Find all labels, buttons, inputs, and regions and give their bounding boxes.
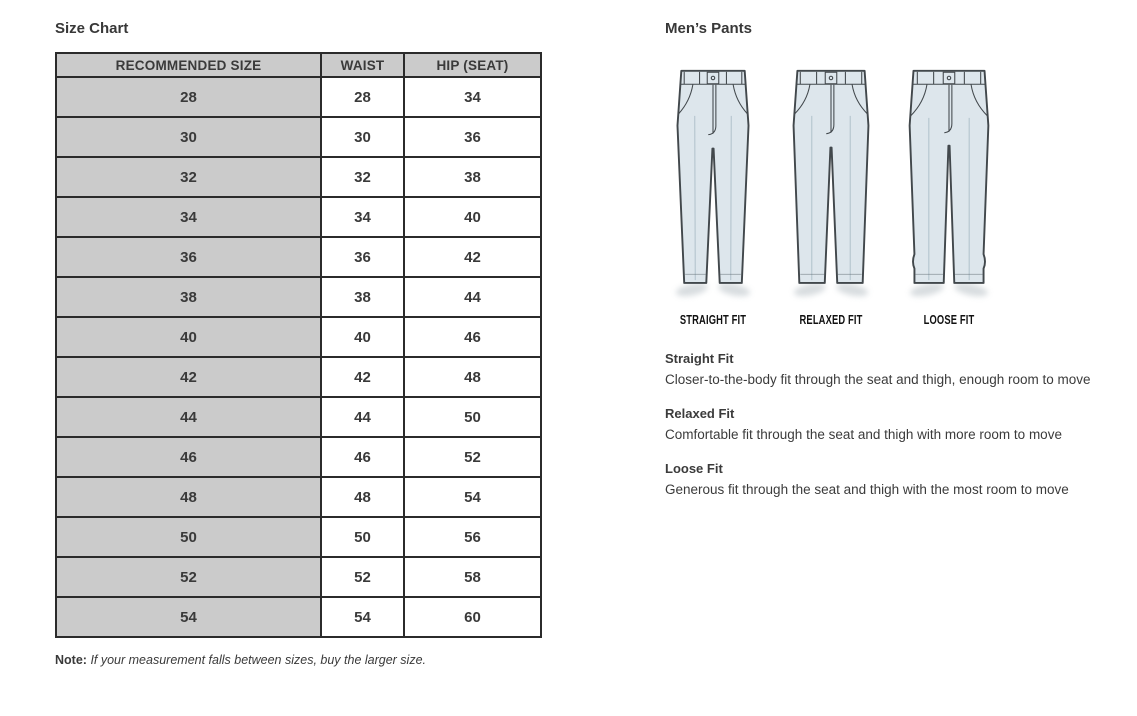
fit-descriptions xyxy=(665,351,1115,498)
waist-cell: 46 xyxy=(321,437,404,477)
loose-fit-description-block xyxy=(665,461,1115,498)
relaxed-fit-description: Comfortable fit through the seat and thigh with more room to move xyxy=(665,427,1062,442)
table-row xyxy=(56,237,541,277)
recommended-size-cell: 44 xyxy=(56,397,321,437)
hip-seat-cell: 38 xyxy=(404,157,541,197)
table-row xyxy=(56,357,541,397)
note-label: Note: xyxy=(55,653,87,667)
waist-cell: 52 xyxy=(321,557,404,597)
straight-fit-description-block xyxy=(665,351,1115,388)
recommended-size-cell: 30 xyxy=(56,117,321,157)
size-chart-section xyxy=(55,18,540,668)
table-row xyxy=(56,557,541,597)
recommended-size-cell: 36 xyxy=(56,237,321,277)
hip-seat-cell: 36 xyxy=(404,117,541,157)
relaxed-fit-figure xyxy=(783,66,879,327)
waist-cell: 42 xyxy=(321,357,404,397)
straight-fit-figure xyxy=(665,66,761,327)
hip-seat-cell: 54 xyxy=(404,477,541,517)
loose-fit-figure xyxy=(901,66,997,327)
loose-fit-label: LOOSE FIT xyxy=(923,312,975,327)
straight-fit-pants-illustration xyxy=(665,66,761,306)
recommended-size-cell: 52 xyxy=(56,557,321,597)
size-note xyxy=(55,652,540,668)
table-row xyxy=(56,597,541,637)
recommended-size-cell: 40 xyxy=(56,317,321,357)
relaxed-fit-label: RELAXED FIT xyxy=(799,312,863,327)
recommended-size-cell: 50 xyxy=(56,517,321,557)
hip-seat-cell: 48 xyxy=(404,357,541,397)
header-recommended-size: RECOMMENDED SIZE xyxy=(56,53,321,77)
recommended-size-cell: 48 xyxy=(56,477,321,517)
hip-seat-cell: 44 xyxy=(404,277,541,317)
loose-fit-name: Loose Fit xyxy=(665,461,723,476)
size-chart-title: Size Chart xyxy=(55,20,129,37)
table-row xyxy=(56,477,541,517)
hip-seat-cell: 52 xyxy=(404,437,541,477)
note-text: If your measurement falls between sizes, buy the larger size. xyxy=(90,653,427,667)
hip-seat-cell: 50 xyxy=(404,397,541,437)
waist-cell: 28 xyxy=(321,77,404,117)
recommended-size-cell: 46 xyxy=(56,437,321,477)
hip-seat-cell: 60 xyxy=(404,597,541,637)
waist-cell: 54 xyxy=(321,597,404,637)
waist-cell: 48 xyxy=(321,477,404,517)
size-chart-table xyxy=(55,52,542,638)
table-row xyxy=(56,317,541,357)
table-row xyxy=(56,517,541,557)
table-row xyxy=(56,197,541,237)
mens-pants-section xyxy=(665,18,1115,516)
recommended-size-cell: 42 xyxy=(56,357,321,397)
straight-fit-description: Closer-to-the-body fit through the seat and thigh, enough room to move xyxy=(665,372,1091,387)
size-table-body xyxy=(56,77,541,637)
waist-cell: 50 xyxy=(321,517,404,557)
hip-seat-cell: 34 xyxy=(404,77,541,117)
table-row xyxy=(56,117,541,157)
loose-fit-pants-illustration xyxy=(901,66,997,306)
straight-fit-label: STRAIGHT FIT xyxy=(679,312,747,327)
hip-seat-cell: 46 xyxy=(404,317,541,357)
hip-seat-cell: 40 xyxy=(404,197,541,237)
loose-fit-description: Generous fit through the seat and thigh with the most room to move xyxy=(665,482,1069,497)
hip-seat-cell: 56 xyxy=(404,517,541,557)
straight-fit-name: Straight Fit xyxy=(665,351,734,366)
relaxed-fit-pants-illustration xyxy=(783,66,879,306)
recommended-size-cell: 34 xyxy=(56,197,321,237)
table-row xyxy=(56,77,541,117)
mens-pants-title: Men’s Pants xyxy=(665,20,752,37)
hip-seat-cell: 58 xyxy=(404,557,541,597)
relaxed-fit-description-block xyxy=(665,406,1115,443)
waist-cell: 44 xyxy=(321,397,404,437)
table-row xyxy=(56,437,541,477)
waist-cell: 36 xyxy=(321,237,404,277)
recommended-size-cell: 54 xyxy=(56,597,321,637)
table-row xyxy=(56,157,541,197)
waist-cell: 32 xyxy=(321,157,404,197)
header-hip-seat: HIP (SEAT) xyxy=(404,53,541,77)
recommended-size-cell: 32 xyxy=(56,157,321,197)
header-waist: WAIST xyxy=(321,53,404,77)
waist-cell: 40 xyxy=(321,317,404,357)
recommended-size-cell: 38 xyxy=(56,277,321,317)
table-header-row xyxy=(56,53,541,77)
relaxed-fit-name: Relaxed Fit xyxy=(665,406,735,421)
waist-cell: 38 xyxy=(321,277,404,317)
waist-cell: 34 xyxy=(321,197,404,237)
recommended-size-cell: 28 xyxy=(56,77,321,117)
waist-cell: 30 xyxy=(321,117,404,157)
pants-figures xyxy=(665,66,1115,327)
table-row xyxy=(56,277,541,317)
hip-seat-cell: 42 xyxy=(404,237,541,277)
table-row xyxy=(56,397,541,437)
